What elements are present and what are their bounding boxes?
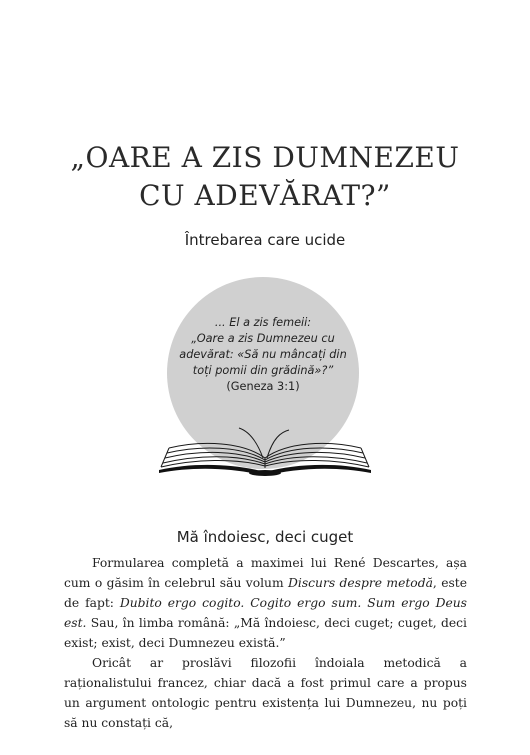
chapter-title-line-1: „OARE A ZIS DUMNEZEU (70, 141, 460, 174)
epigraph-quote (172, 315, 354, 395)
epigraph-intro: ... El a zis femeii: (214, 316, 312, 329)
chapter-title-line-2: CU ADEVĂRAT?” (139, 179, 391, 212)
epigraph-reference: (Geneza 3:1) (226, 380, 300, 393)
paragraph-1 (64, 553, 467, 653)
chapter-subtitle: Întrebarea care ucide (184, 231, 346, 249)
paragraph-1-text-1: Formularea completă a maximei lui René Descartes, așa cum o găsim în celebrul său volum (64, 556, 467, 590)
open-book-icon (155, 418, 375, 480)
chapter-title (0, 139, 530, 215)
latin-maxim-italic: Dubito ergo cogito. Cogito ergo sum. Sum ergo Deus est. (64, 596, 467, 630)
book-title-italic: Discurs despre metodă (288, 576, 433, 590)
paragraph-1-text-3: Sau, în limba română: „Mă îndoiesc, deci cuget; cuget, deci exist; exist, deci Dumnezeu există.” (64, 616, 467, 650)
paragraph-1-text-2: , este de fapt: (64, 576, 468, 610)
paragraph-2: Oricât ar proslăvi filozofii îndoiala metodică a raționalistului francez, chiar dacă a fost primul care a propus un argument ontologic pentru existența lui Dumnezeu, nu poți să nu constați că, (64, 656, 467, 730)
section-heading: Mă îndoiesc, deci cuget (176, 528, 354, 546)
body-text (64, 553, 467, 733)
epigraph-text: „Oare a zis Dumnezeu cu adevărat: «Să nu mâncați din toți pomii din grădină»?” (179, 332, 347, 377)
